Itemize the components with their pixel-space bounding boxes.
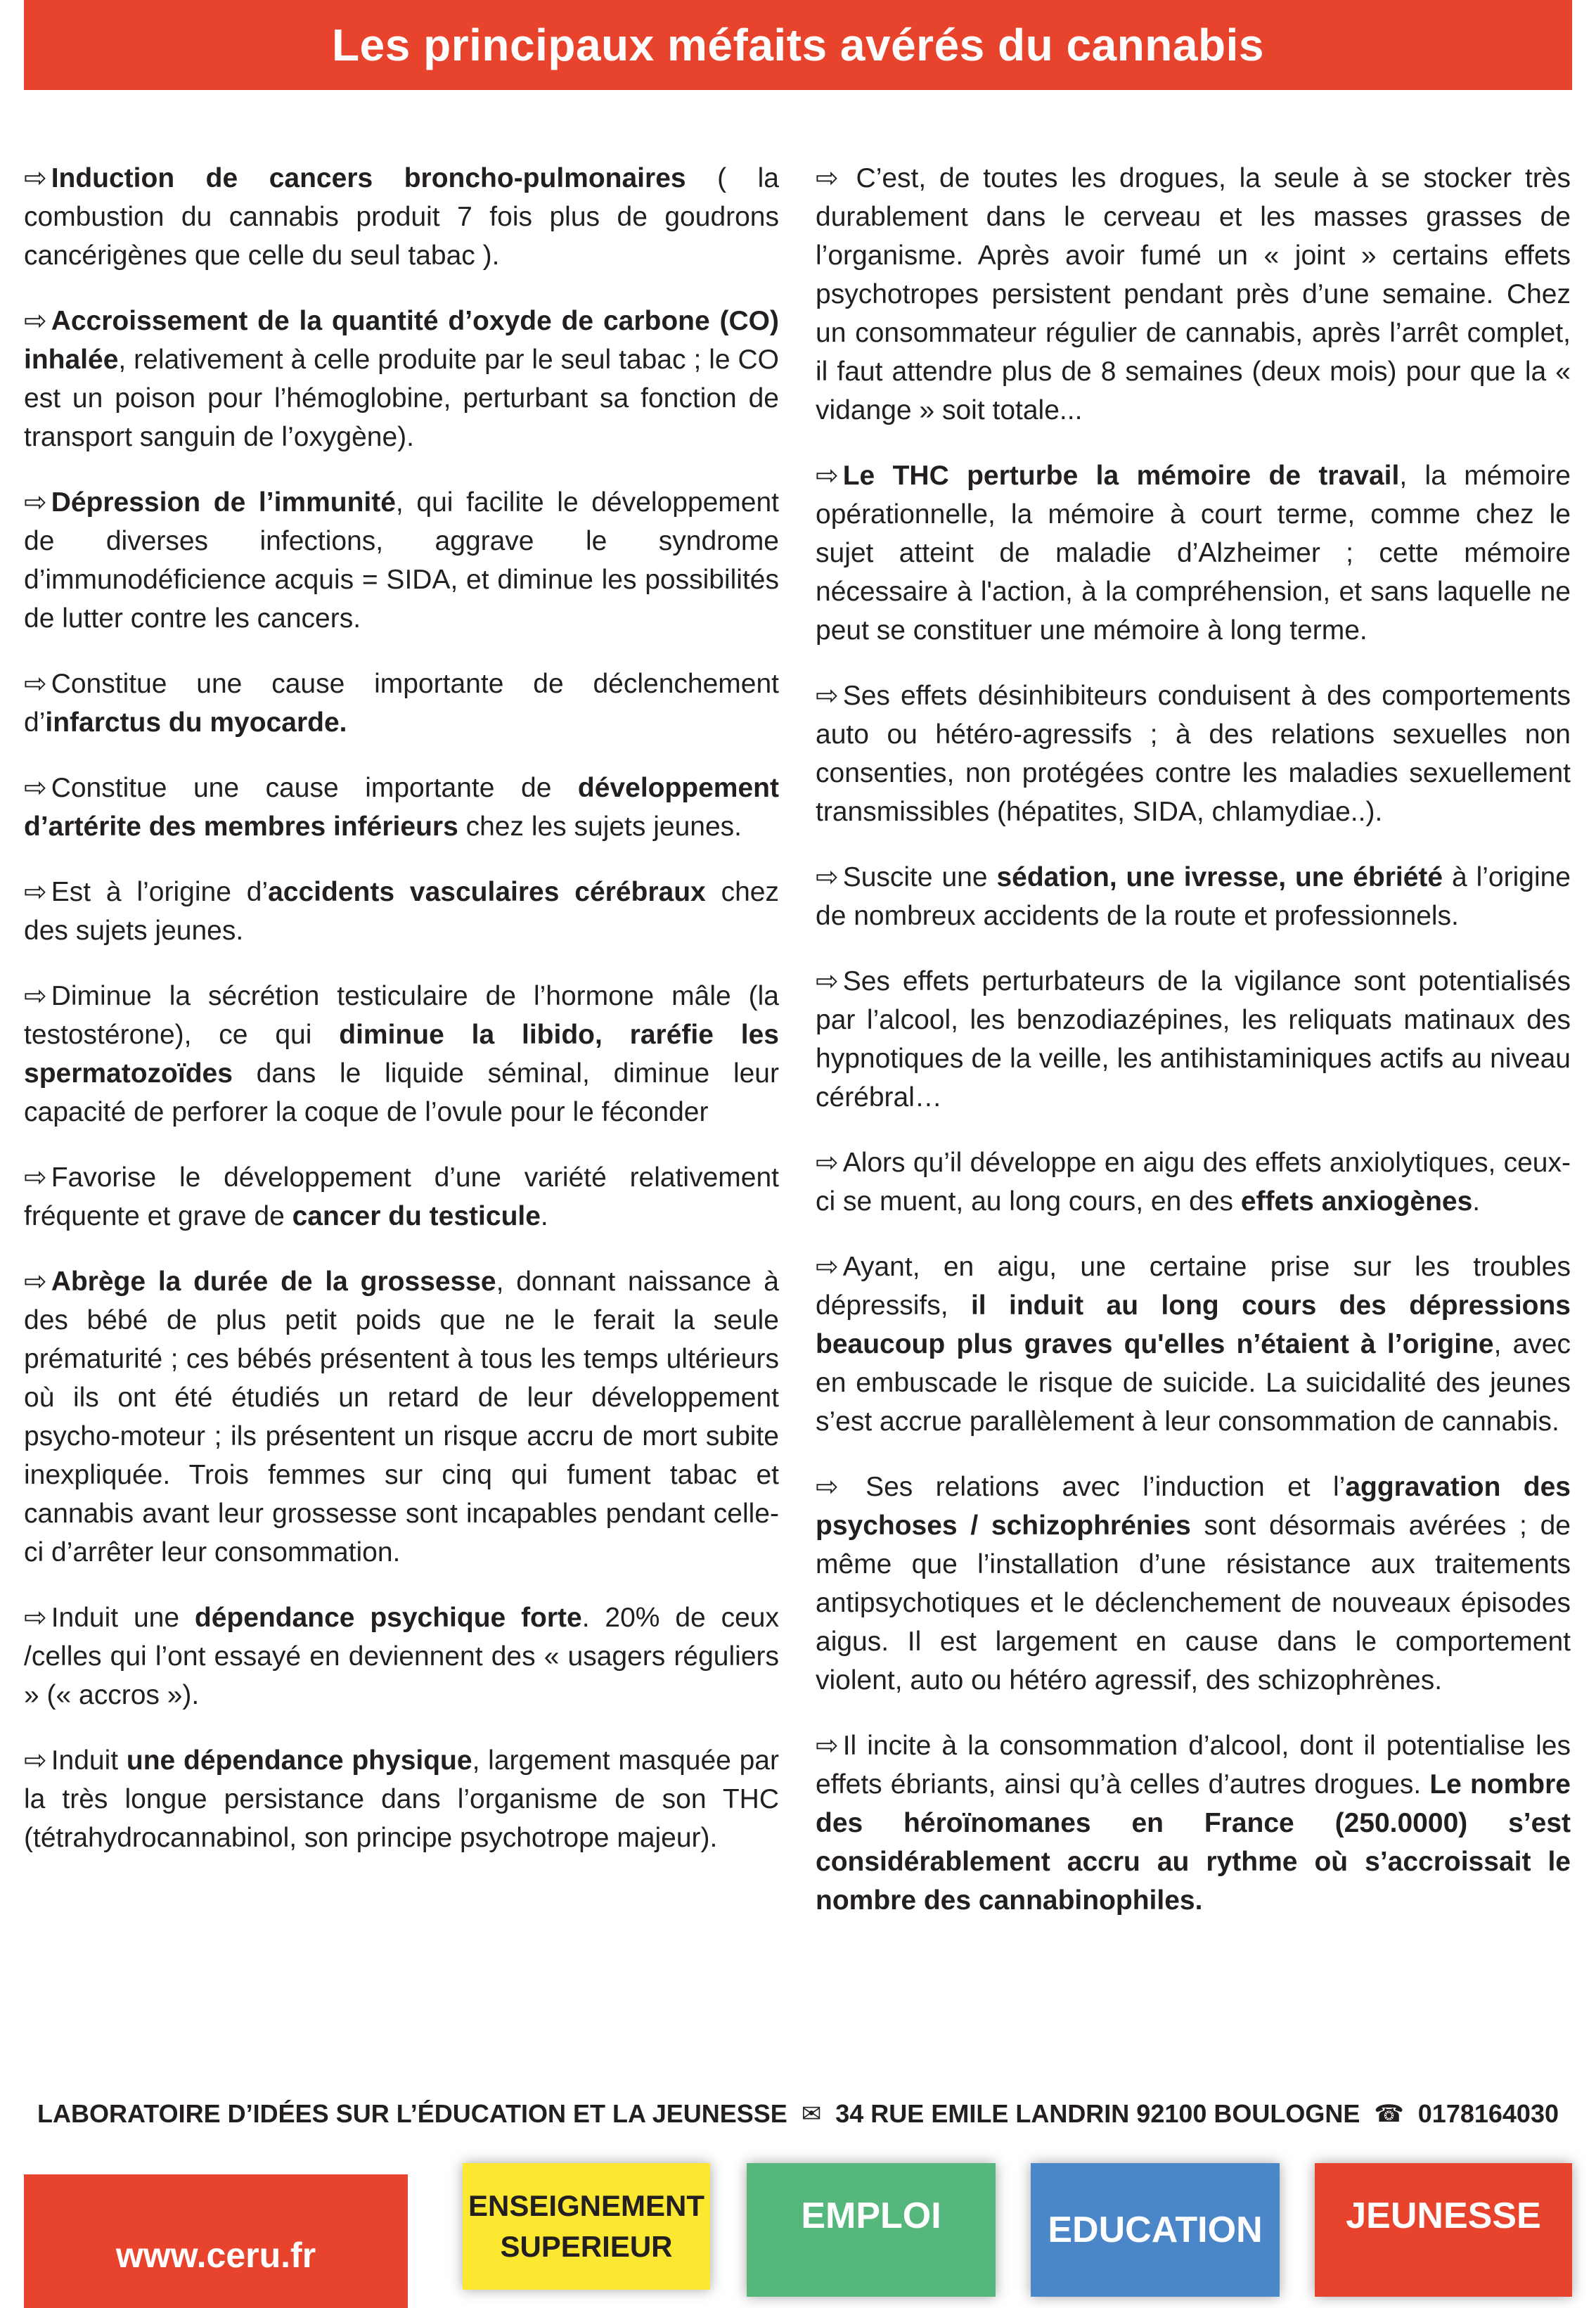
emploi-tile[interactable]	[747, 2163, 996, 2297]
list-item	[816, 456, 1571, 650]
title-banner	[24, 0, 1572, 90]
list-item	[816, 159, 1571, 430]
body-text: Induit une	[51, 1603, 195, 1633]
body-text: C’est, de toutes les drogues, la seule à se stocker très durablement dans le cerveau et les masses grasses de l’organisme. Après avoir fumé un « joint » certains effets psychotropes persistent pendant près d’une semaine. Chez un consommateur régulier de cannabis, après l’arrêt complet, il faut attendre plus de 8 semaines (deux mois) pour que la « vidange » soit totale...	[816, 163, 1571, 425]
arrow-right-icon: ⇨	[816, 461, 839, 491]
arrow-right-icon: ⇨	[24, 1603, 47, 1633]
arrow-right-icon: ⇨	[24, 163, 47, 193]
phone-number: 0178164030	[1417, 2099, 1559, 2128]
body-text: Constitue une cause importante de déclenchement d’	[24, 669, 779, 738]
phone-icon: ☎	[1374, 2101, 1404, 2127]
body-text: dans le liquide séminal, diminue leur capacité de perforer la coque de l’ovule pour le féconder	[24, 1058, 779, 1127]
arrow-right-icon: ⇨	[24, 773, 47, 803]
list-item	[24, 977, 779, 1131]
jeunesse-tile[interactable]	[1315, 2163, 1572, 2297]
bold-text: Induction de cancers broncho-pulmonaires	[51, 163, 686, 193]
arrow-right-icon: ⇨	[816, 966, 839, 996]
list-item	[24, 665, 779, 742]
list-item	[816, 1468, 1571, 1700]
body-text: , la mémoire opérationnelle, la mémoire à court terme, comme chez le sujet atteint de maladie d’Alzheimer ; cette mémoire nécessaire à l'action, à la compréhension, et sans laquelle ne peut se constituer une mémoire à long terme.	[816, 461, 1571, 646]
body-text: . 20% de ceux /celles qui l’ont essayé en deviennent des « usagers réguliers » (« accros »).	[24, 1603, 779, 1710]
body-text: Ses effets désinhibiteurs conduisent à des comportements auto ou hétéro-agressifs ; à des relations sexuelles non consenties, non protégées contre les maladies sexuellement transmissibles (hépatites, SIDA, chlamydiae..).	[816, 681, 1571, 827]
body-text: , donnant naissance à des bébé de plus petit poids que ne le ferait la seule prématurité ; ces bébés présentent à tous les temps ultérieurs où ils ont été étudiés un retard de leur développement psycho-moteur ; ils présentent un risque accru de mort subite inexpliquée. Trois femmes sur cinq qui fument tabac et cannabis avant leur grossesse sont incapables pendant celle-ci d’arrêter leur consommation.	[24, 1267, 779, 1567]
arrow-right-icon: ⇨	[24, 981, 47, 1011]
bold-text: développement d’artérite des membres inférieurs	[24, 773, 779, 842]
arrow-right-icon: ⇨	[816, 163, 839, 193]
jeunesse-label: JEUNESSE	[1346, 2195, 1541, 2236]
body-text: , qui facilite le développement de diverses infections, aggrave le syndrome d’immunodéficience acquis = SIDA, et diminue les possibilités de lutter contre les cancers.	[24, 487, 779, 634]
bold-text: dépendance psychique forte	[194, 1603, 582, 1633]
body-text: , relativement à celle produite par le seul tabac ; le CO est un poison pour l’hémoglobine, perturbant sa fonction de transport sanguin de l’oxygène).	[24, 345, 779, 452]
body-text: Favorise le développement d’une variété relativement fréquente et grave de	[24, 1162, 779, 1231]
enseignement-label: ENSEIGNEMENT	[468, 2189, 705, 2222]
arrow-right-icon: ⇨	[24, 1267, 47, 1297]
bold-text: sédation, une ivresse, une ébriété	[996, 862, 1443, 892]
footer-contact	[24, 2093, 1572, 2135]
bold-text: Dépression de l’immunité	[51, 487, 396, 518]
right-column	[816, 159, 1571, 1947]
list-item	[24, 1262, 779, 1572]
address: 34 RUE EMILE LANDRIN 92100 BOULOGNE	[835, 2099, 1360, 2128]
org-name: LABORATOIRE D’IDÉES SUR L’ÉDUCATION ET LA JEUNESSE	[37, 2099, 787, 2128]
list-item	[816, 1726, 1571, 1920]
body-text: Il incite à la consommation d’alcool, dont il potentialise les effets ébriants, ainsi qu’à celles d’autres drogues.	[816, 1731, 1571, 1800]
arrow-right-icon: ⇨	[24, 1745, 47, 1776]
enseignement-superieur-tile[interactable]	[463, 2163, 710, 2290]
body-text: .	[540, 1201, 548, 1231]
arrow-right-icon: ⇨	[816, 1731, 839, 1761]
body-text: sont désormais avérées ; de même que l’installation d’une résistance aux traitements antipsychotiques et le déclenchement de nouveaux épisodes aigus. Il est largement en cause dans le comportement violent, auto ou hétéro agressif, des schizophrènes.	[816, 1511, 1571, 1695]
arrow-right-icon: ⇨	[816, 862, 839, 892]
list-item	[24, 769, 779, 846]
body-text: chez des sujets jeunes.	[24, 877, 779, 946]
arrow-right-icon: ⇨	[24, 669, 47, 699]
arrow-right-icon: ⇨	[24, 877, 47, 907]
superieur-label: SUPERIEUR	[500, 2230, 673, 2263]
body-text: Diminue la sécrétion testiculaire de l’hormone mâle (la testostérone), ce qui	[24, 981, 779, 1050]
education-label: EDUCATION	[1048, 2210, 1263, 2250]
bold-text: diminue la libido, raréfie les spermatozoïdes	[24, 1020, 779, 1089]
list-item	[816, 858, 1571, 935]
body-text: Alors qu’il développe en aigu des effets anxiolytiques, ceux-ci se muent, au long cours, en des	[816, 1148, 1571, 1217]
body-text: , avec en embuscade le risque de suicide. La suicidalité des jeunes s’est accrue parallèlement à leur consommation de cannabis.	[816, 1329, 1571, 1437]
mail-icon: ✉	[801, 2101, 822, 2127]
body-text: Constitue une cause importante de	[51, 773, 578, 803]
website-link[interactable]: www.ceru.fr	[115, 2236, 316, 2275]
bold-text: Le nombre des héroïnomanes en France (250.0000) s’est considérablement accru au rythme où s’accroissait le nombre des cannabinophiles.	[816, 1769, 1571, 1916]
bold-text: une dépendance physique	[126, 1745, 472, 1776]
body-text: ( la combustion du cannabis produit 7 fois plus de goudrons cancérigènes que celle du seul tabac ).	[24, 163, 779, 271]
body-text: , largement masquée par la très longue persistance dans l’organisme de son THC (tétrahydrocannabinol, son principe psychotrope majeur).	[24, 1745, 779, 1853]
body-text: Est à l’origine d’	[51, 877, 269, 907]
list-item	[24, 1158, 779, 1236]
list-item	[24, 873, 779, 950]
list-item	[24, 1598, 779, 1714]
page-title: Les principaux méfaits avérés du cannabis	[332, 20, 1264, 70]
arrow-right-icon: ⇨	[816, 681, 839, 711]
website-tile[interactable]	[24, 2174, 408, 2308]
arrow-right-icon: ⇨	[24, 487, 47, 518]
bold-text: accidents vasculaires cérébraux	[268, 877, 706, 907]
education-tile[interactable]	[1031, 2163, 1280, 2297]
arrow-right-icon: ⇨	[24, 306, 47, 336]
arrow-right-icon: ⇨	[816, 1472, 839, 1502]
list-item	[816, 962, 1571, 1117]
arrow-right-icon: ⇨	[24, 1162, 47, 1193]
body-text: .	[1472, 1186, 1481, 1217]
body-text: Induit	[51, 1745, 127, 1776]
bold-text: Accroissement de la quantité d’oxyde de carbone (CO) inhalée	[24, 306, 779, 375]
body-text: Ayant, en aigu, une certaine prise sur les troubles dépressifs,	[816, 1252, 1571, 1321]
list-item	[816, 1143, 1571, 1221]
bold-text: aggravation des psychoses / schizophrénies	[816, 1472, 1571, 1541]
body-text: Ses relations avec l’induction et l’	[842, 1472, 1346, 1502]
bold-text: effets anxiogènes	[1240, 1186, 1473, 1217]
body-text: à l’origine de nombreux accidents de la route et professionnels.	[816, 862, 1571, 931]
arrow-right-icon: ⇨	[816, 1252, 839, 1282]
list-item	[24, 159, 779, 275]
arrow-right-icon: ⇨	[816, 1148, 839, 1178]
list-item	[24, 302, 779, 456]
list-item	[24, 483, 779, 638]
left-column	[24, 159, 779, 1884]
bold-text: cancer du testicule	[292, 1201, 541, 1231]
body-text: chez les sujets jeunes.	[458, 812, 742, 842]
list-item	[24, 1741, 779, 1857]
body-text: Ses effets perturbateurs de la vigilance sont potentialisés par l’alcool, les benzodiazépines, les reliquats matinaux des hypnotiques de la veille, les antihistaminiques actifs au niveau cérébral…	[816, 966, 1571, 1113]
body-text: Suscite une	[842, 862, 997, 892]
bold-text: infarctus du myocarde.	[45, 707, 347, 738]
list-item	[816, 677, 1571, 831]
bold-text: Abrège la durée de la grossesse	[51, 1267, 496, 1297]
bold-text: Le THC perturbe la mémoire de travail	[842, 461, 1400, 491]
emploi-label: EMPLOI	[801, 2195, 941, 2236]
list-item	[816, 1248, 1571, 1441]
bold-text: il induit au long cours des dépressions beaucoup plus graves qu'elles n’étaient à l’origine	[816, 1290, 1571, 1359]
